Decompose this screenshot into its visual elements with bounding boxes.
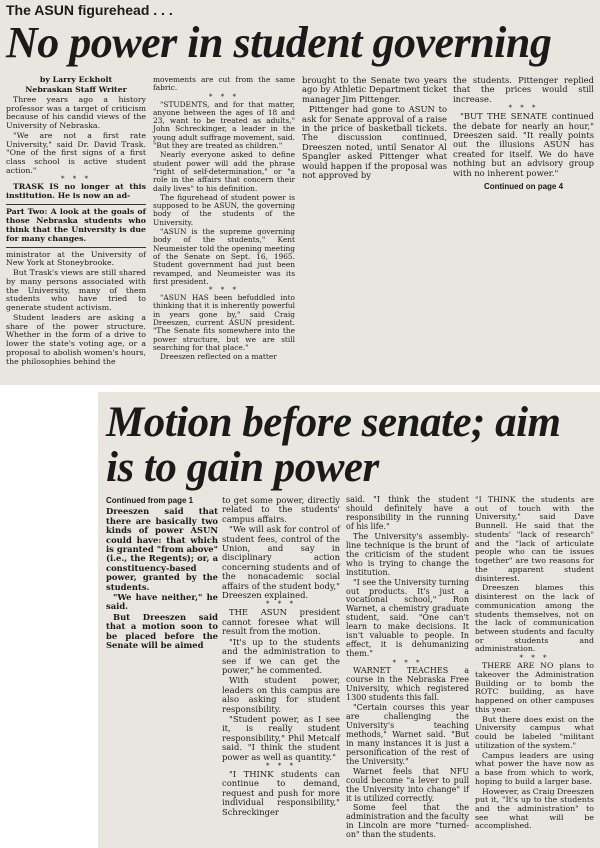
byline-name: by Larry Eckholt [39,75,113,84]
section-break: * * * [209,286,239,295]
top-col4-p1: "BUT THE SENATE continued the debate for nearly an hour," Dreeszen said. "It really points out the illusions ASUN has created for itself. We do have nothing but an advisory group with no inherent power." [453,111,594,178]
section-break: * * * [61,175,91,184]
top-col2-p2: Nearly everyone asked to define student power will add the phrase "right of self-determination," or "a role in the affairs that concern their daily lives" to his definition. [153,150,295,193]
bot-col3-p0: said. "I think the student should definitely have a responsibility in the running of his life." [346,495,469,531]
section-break: * * * [508,104,539,113]
top-column-2 [153,76,295,363]
continued-from: Continued from page 1 [106,496,194,505]
top-col3-p0: brought to the Senate two years ago by Athletic Department ticket manager Jim Pittenger. [302,75,447,104]
top-col1-p1: "We are not a first rate University," said Dr. David Trask. "One of the first signs of a first class school is active student action." [6,130,146,175]
divider [6,204,146,205]
bot-col3-p6: Some feel that the administration and the faculty in Lincoln are more "turned-on" than the students. [346,803,469,840]
bottom-clipping [98,392,600,848]
top-col2-p4: "ASUN is the supreme governing body of the students," Kent Neumeister told the opening meeting of the Senate on Sept. 16, 1965. Student government had just been revamped, and Neumeister was its first president. [153,227,295,286]
top-col2-p5: "ASUN HAS been befuddled into thinking that it is inherently powerful in years gone by," said Craig Dreeszen, current ASUN president. "The Senate fits somewhere into the power structure, but we are still searching for that place." [153,293,295,352]
bot-col1-p0: Dreeszen said that there are basically two kinds of power ASUN could have: that which is granted "from above" (i.e., the Regents); or, a constituency-based power, granted by the students. [106,506,218,592]
top-col1-a0: ministrator at the University of New York at Stoneybrooke. [6,249,146,268]
bottom-column-3 [346,496,469,841]
bot-col3-p4: "Certain courses this year are challenging the University's teaching methods," Warnet said. "But in many instances it is just a personification of the rest of the University." [346,702,469,766]
top-column-4 [453,76,594,191]
top-col2-p3: The figurehead of student power is supposed to be ASUN, the governing body of the students of the University. [153,192,295,227]
bot-col4-p4: Campus leaders are using what power the have now as a base from which to work, hoping to build a larger base. [475,750,594,786]
bot-col3-p1: The University's assembly-line technique is the brunt of the criticism of the student who is trying to change the institution. [346,531,469,577]
section-break: * * * [266,761,296,770]
kicker: The ASUN figurehead . . . [6,2,173,18]
bottom-headline: Motion before senate; aim is to gain power [106,399,561,491]
bot-col3-p3: WARNET TEACHES a course in the Nebraska Free University, which registered 1300 students this fall. [346,666,469,703]
bot-col4-p0: "I THINK the students are out of touch with the University," said Dave Bunnell. He said that the students' "lack of research" and the "lack of articulate people who can tie issues together" are two reasons for the apparent student disinterest. [475,495,594,583]
byline-title: Nebraskan Staff Writer [25,84,127,94]
bot-col4-p2: THERE ARE NO plans to takeover the Administration Building or to bomb the ROTC building, as have happened on other campuses this year. [475,661,594,714]
top-col1-a2: Student leaders are asking a share of the power structure. Whether in the form of a drive to lower the state's voting age, or a proposal to abolish women's hours, the philosophies behind the [6,312,146,366]
divider [6,247,146,248]
bot-col2-p6: "I THINK students can continue to demand, request and push for more individual responsibility," Schreckinger [222,768,340,817]
bot-col3-p2: "I see the University turning out products. It's just a vocational school," Ron Warnet, a chemistry graduate student, said. "One can't learn to make decisions. It isn't valuable to people. In effect, it is dehumanizing them." [346,577,469,659]
bottom-column-4 [475,496,594,832]
top-col2-p1: "STUDENTS, and for that matter, anyone between the ages of 18 and 23, want to be treated as adults," John Schreckinger, a leader in the young adult suffrage movement, said. "But they are treated as children." [153,99,295,151]
bot-col2-p4: With student power, leaders on this campus are also asking for student responsibility. [222,675,340,714]
top-col1-trask: TRASK IS no longer at this institution. He is now an ad- [6,182,146,201]
section-break: * * * [392,659,423,668]
section-break: * * * [519,654,550,663]
top-col3-p1: Pittenger had gone to ASUN to ask for Senate approval of a raise in the price of basketball tickets. The discussion continued, Dreeszen noted, until Senator Al Spangler asked Pittenger what would happen if the proposal was not approved by [302,104,447,181]
bot-col2-p2: THE ASUN president cannot foresee what will result from the motion. [222,607,340,637]
part-two-note: Part Two: A look at the goals of those Nebraska students who think that the University is due for many changes. [6,206,146,243]
bot-col4-p5: However, as Craig Dreeszen put it, "It's up to the students and the administration" to see what will be accomplished. [475,786,595,831]
bot-col3-p5: Warnet feels that NFU could become "a lever to pull the University into change" if it is utilized correctly. [346,766,469,803]
top-clipping [0,0,600,385]
top-headline: No power in student governing [6,18,552,67]
top-col2-p6: Dreeszen reflected on a matter [160,352,277,362]
top-column-3 [302,76,447,181]
top-col4-p0: the students. Pittenger replied that the prices would still increase. [453,75,594,104]
bottom-column-1 [106,496,218,652]
top-col1-p0: Three years ago a history professor was a target of criticism because of his candid views of the University of Nebraska. [6,94,146,131]
section-break: * * * [266,600,296,609]
continued-on: Continued on page 4 [483,182,564,192]
top-column-1 [6,76,146,367]
bot-col4-p3: But there does exist on the University campus what could be labeled "militant utilization of the system." [475,714,594,750]
bot-col1-p1: "We have neither," he said. [106,592,218,612]
bot-col2-p3: "It's up to the students and the administration to see if we can get the power," he commented. [222,636,340,675]
bot-col2-p1: "We will ask for control of student fees, control of the Union, and say in disciplinary action concerning students and of the nonacademic social affairs of the student body," Dreeszen explained. [222,524,340,601]
bot-col2-p5: "Student power, as I see it, is really student responsibility," Phil Metcalf said. "I think the student power as well as quantity." [222,713,340,762]
bot-col4-p1: Dreeszen blames this disinterest on the lack of communication among the students themselves, not on the lack of communication between students and faculty or students and administration. [475,583,594,654]
bot-col1-p2: But Dreeszen said that a motion soon to be placed before the Senate will be aimed [106,611,218,651]
bot-col2-p0: to get some power, directly related to the students' campus affairs. [222,495,340,524]
section-break: * * * [209,92,239,101]
top-col2-p0: movements are cut from the same fabric. [153,75,295,93]
bottom-column-2 [222,496,340,818]
top-col1-a1: But Trask's views are still shared by many persons associated with the University, many of them students who have tried to generate student activism. [6,268,146,313]
